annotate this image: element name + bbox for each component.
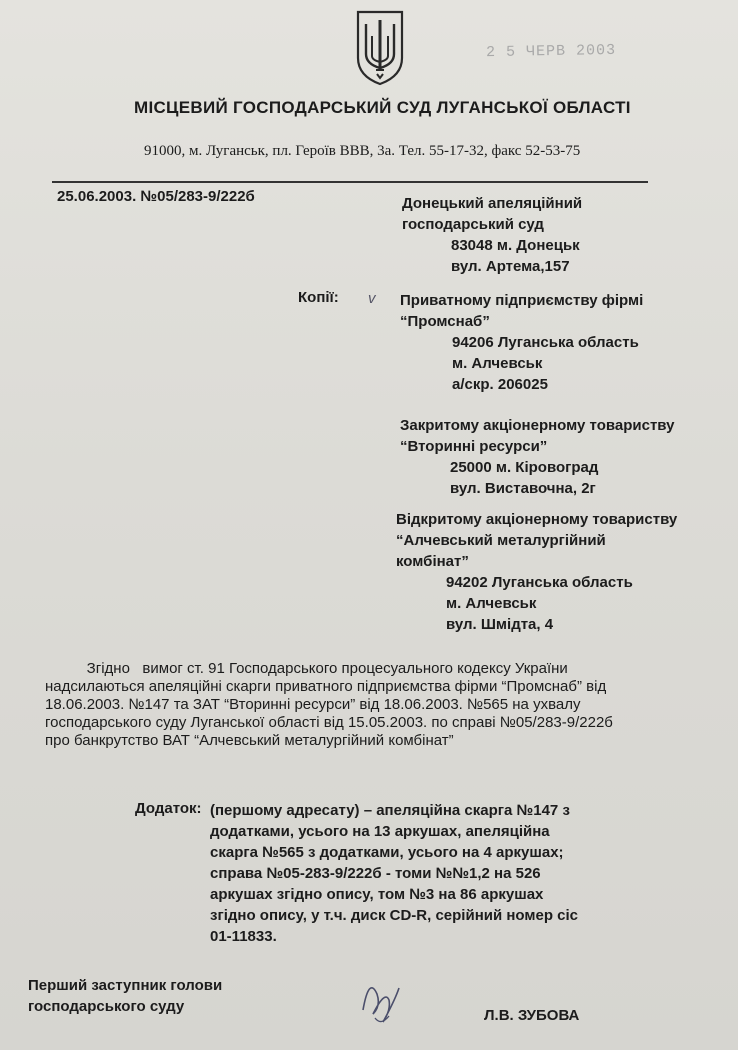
recipient-address-line: 25000 м. Кіровоград [450,459,599,476]
document-reference: 25.06.2003. №05/283-9/222б [57,188,255,205]
addressee-address-line: 83048 м. Донецьк [451,237,580,254]
copy-recipient-2 [400,415,675,499]
addressee-line: Донецький апеляційний [402,195,583,212]
trident-emblem-icon [350,8,410,88]
addressee-line: господарський суд [402,216,544,233]
copy-recipient-1 [400,290,643,395]
recipient-address-line: м. Алчевськ [452,355,543,372]
attachment-line: аркушах згідно опису, том №3 на 86 аркушах [210,886,544,903]
recipient-name-line: Закритому акціонерному товариству [400,417,675,434]
recipient-address-line: 94206 Луганська область [452,334,639,351]
recipient-address-line: вул. Шмідта, 4 [446,616,554,633]
recipient-name-line: Приватному підприємству фірмі [400,292,644,309]
court-address: 91000, м. Луганськ, пл. Героїв ВВВ, 3а. Тел. 55-17-32, факс 52-53-75 [144,143,581,159]
attachment-text [210,800,578,947]
body-line: 18.06.2003. №147 та ЗАТ “Вторинні ресурси” від 18.06.2003. №565 на ухвалу [45,696,581,713]
copies-label: Копії: [298,289,339,306]
recipient-name-line: Відкритому акціонерному товариству [396,511,678,528]
addressee [402,193,582,277]
recipient-name-line: комбінат” [396,553,469,570]
copy-recipient-3 [396,509,677,635]
recipient-name-line: “Алчевський металургійний [396,532,606,549]
recipient-address-line: 94202 Луганська область [446,574,633,591]
attachment-line: скарга №565 з додатками, усього на 4 аркушах; [210,844,564,861]
header-divider [52,181,648,183]
recipient-name-line: “Промснаб” [400,313,490,330]
recipient-address-line: а/скр. 206025 [452,376,548,393]
signer-title-line: господарського суду [28,998,185,1015]
recipient-address-line: вул. Виставочна, 2г [450,480,596,497]
attachment-line: (першому адресату) – апеляційна скарга №147 з [210,802,570,819]
court-name: МІСЦЕВИЙ ГОСПОДАРСЬКИЙ СУД ЛУГАНСЬКОЇ ОБЛАСТІ [134,98,631,117]
attachment-line: згідно опису, у т.ч. диск CD-R, серійний номер сіс [210,907,579,924]
attachment-line: 01-11833. [210,928,277,945]
attachment-line: справа №05-283-9/222б - томи №№1,2 на 526 [210,865,541,882]
attachment-line: додатками, усього на 13 аркушах, апеляційна [210,823,550,840]
addressee-address-line: вул. Артема,157 [451,258,570,275]
signer-title [28,975,222,1017]
check-mark: v [368,290,376,307]
body-line: про банкрутство ВАТ “Алчевський металургійний комбінат” [45,732,454,749]
letter-body [45,660,613,750]
attachment-label: Додаток: [135,800,202,817]
handwritten-signature [355,970,405,1030]
body-line: господарського суду Луганської області від 15.05.2003. по справі №05/283-9/222б [45,714,613,731]
body-line: Згідно вимог ст. 91 Господарського процесуального кодексу України [45,660,568,677]
received-date-stamp: 2 5 ЧЕРВ 2003 [485,41,617,62]
recipient-name-line: “Вторинні ресурси” [400,438,548,455]
recipient-address-line: м. Алчевськ [446,595,537,612]
signer-name: Л.В. ЗУБОВА [484,1007,580,1024]
signer-title-line: Перший заступник голови [28,977,223,994]
body-line: надсилаються апеляційні скарги приватного підприємства фірми “Промснаб” від [45,678,607,695]
